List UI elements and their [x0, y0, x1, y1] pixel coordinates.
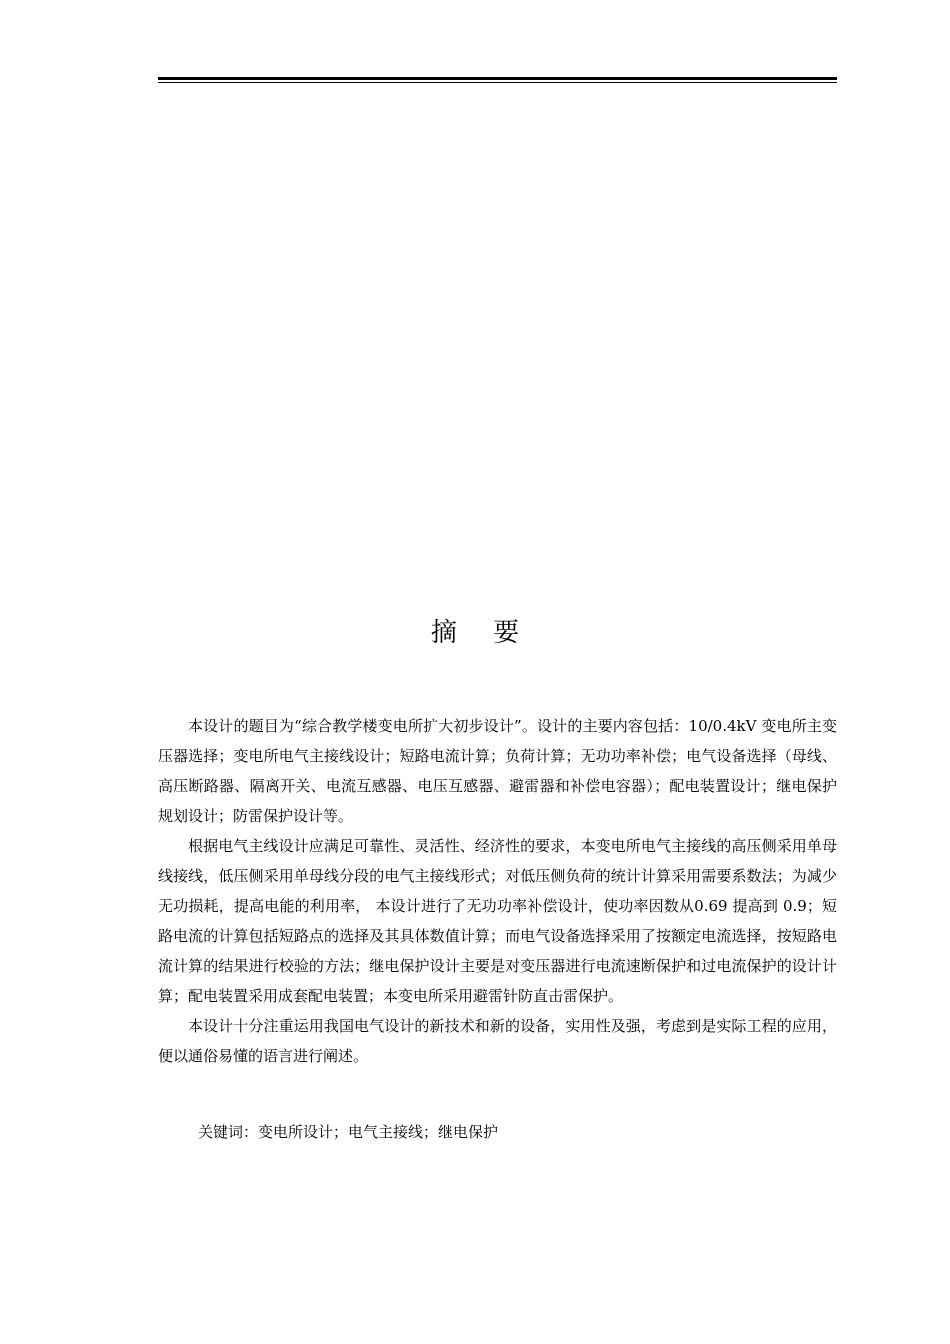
abstract-paragraph-1: 本设计的题目为“综合教学楼变电所扩大初步设计”。设计的主要内容包括：10/0.4kV 变电所主变压器选择；变电所电气主接线设计；短路电流计算；负荷计算；无功功率补偿；电气设备选择（母线、高压断路器、隔离开关、电流互感器、电压互感器、避雷器和补偿电容器）；配电装置设计；继电保护规划设计；防雷保护设计等。 — [158, 717, 837, 825]
header-rule-thin — [158, 82, 837, 83]
abstract-body — [158, 711, 837, 1071]
abstract-paragraph-3: 本设计十分注重运用我国电气设计的新技术和新的设备，实用性及强，考虑到是实际工程的应用，便以通俗易懂的语言进行阐述。 — [158, 1017, 837, 1065]
abstract-title: 摘 要 — [430, 618, 534, 648]
keywords-line: 关键词：变电所设计；电气主接线；继电保护 — [198, 1123, 499, 1141]
abstract-paragraph-2: 根据电气主线设计应满足可靠性、灵活性、经济性的要求，本变电所电气主接线的高压侧采用单母线接线，低压侧采用单母线分段的电气主接线形式；对低压侧负荷的统计计算采用需要系数法；为减少无功损耗，提高电能的利用率， 本设计进行了无功功率补偿设计，使功率因数从0.69 提高到 0.9；短路电流的计算包括短路点的选择及其具体数值计算；而电气设备选择采用了按额定电流选择，按短路电流计算的结果进行校验的方法；继电保护设计主要是对变压器进行电流速断保护和过电流保护的设计计算；配电装置采用成套配电装置；本变电所采用避雷针防直击雷保护。 — [158, 837, 837, 1005]
header-rule-thick — [158, 77, 837, 80]
